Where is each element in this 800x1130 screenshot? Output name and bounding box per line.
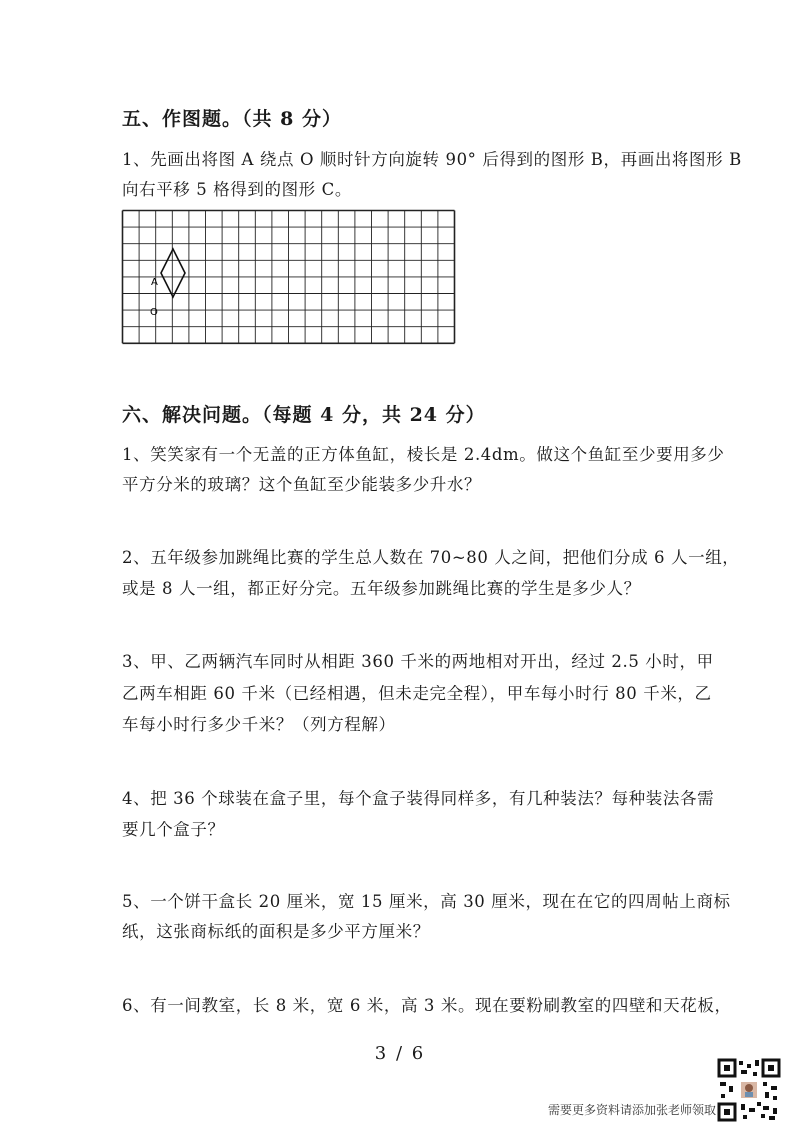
question-5-line-2: 纸，这张商标纸的面积是多少平方厘米？ xyxy=(122,922,430,941)
question-2-line-1: 2、五年级参加跳绳比赛的学生总人数在 70~80 人之间，把他们分成 6 人一组， xyxy=(122,548,740,567)
question-2-line-2: 或是 8 人一组，都正好分完。五年级参加跳绳比赛的学生是多少人？ xyxy=(122,579,641,598)
question-1-line-1: 1、笑笑家有一个无盖的正方体鱼缸，棱长是 2.4dm。做这个鱼缸至少要用多少 xyxy=(122,445,725,464)
page-number: 3 / 6 xyxy=(374,1043,426,1064)
drawing-question-line-2: 向右平移 5 格得到的图形 C。 xyxy=(122,180,352,199)
grid-lines xyxy=(123,211,455,344)
drawing-grid xyxy=(121,209,461,385)
question-3-line-1: 3、甲、乙两辆汽车同时从相距 360 千米的两地相对开出，经过 2.5 小时，甲 xyxy=(122,652,714,671)
figure-a-shape xyxy=(161,249,185,297)
point-o-label: O xyxy=(150,307,158,318)
question-5-line-1: 5、一个饼干盒长 20 厘米，宽 15 厘米，高 30 厘米，现在在它的四周帖上商标 xyxy=(122,892,731,911)
footer-note: 需要更多资料请添加张老师领取 xyxy=(548,1103,717,1117)
question-3-line-2: 乙两车相距 60 千米（已经相遇，但未走完全程），甲车每小时行 80 千米，乙 xyxy=(122,684,712,703)
question-3-line-3: 车每小时行多少千米？（列方程解） xyxy=(122,715,396,734)
section-five-heading: 五、作图题。（共 8 分） xyxy=(122,108,342,130)
question-4-line-1: 4、把 36 个球装在盒子里，每个盒子装得同样多，有几种装法？每种装法各需 xyxy=(122,789,715,808)
question-4-line-2: 要几个盒子？ xyxy=(122,820,225,839)
question-1-line-2: 平方分米的玻璃？这个鱼缸至少能装多少升水？ xyxy=(122,475,482,494)
question-6-line-1: 6、有一间教室，长 8 米，宽 6 米，高 3 米。现在要粉刷教室的四壁和天花板， xyxy=(122,996,732,1015)
grid-canvas xyxy=(121,209,461,381)
figure-a-label: A xyxy=(151,277,158,288)
drawing-question-line-1: 1、先画出将图 A 绕点 O 顺时针方向旋转 90° 后得到的图形 B，再画出将图形 B xyxy=(122,150,742,169)
qr-code-icon[interactable] xyxy=(717,1058,781,1122)
section-six-heading: 六、解决问题。（每题 4 分，共 24 分） xyxy=(122,404,486,426)
